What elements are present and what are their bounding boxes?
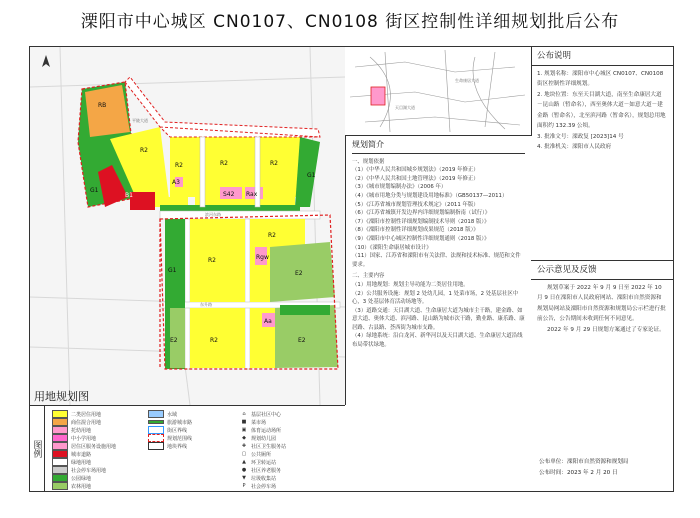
legend-item: P 社会停车场 (240, 482, 276, 490)
zone-label-aa: Aa (264, 318, 272, 325)
basis-item: （2）《中华人民共和国土地管理法》（2019 年修正） (352, 175, 479, 182)
legend-item: 规划范围线 (148, 434, 192, 442)
page-title: 溧阳市中心城区 CN0107、CN0108 街区控制性详细规划批后公布 (80, 12, 620, 32)
toilet-icon: ▢ (241, 451, 247, 457)
legend-swatch (52, 434, 68, 442)
publisher-value: 溧阳市自然资源和规划局 (566, 459, 629, 465)
feedback-heading: 公示意见及反馈 (531, 261, 673, 280)
legend-swatch (148, 420, 164, 424)
legend-item: ■ 菜市场 (241, 419, 267, 426)
zone-label-g1-b: G1 (307, 172, 316, 179)
map-label: 用地规划图 (34, 390, 89, 403)
feedback-paragraph: 规划草案于 2022 年 9 月 9 日至 2022 年 10 月 9 日在溧阳市人民政府网站、溧阳市自然资源和规划局网站及溧阳市自然资源和规划局公示栏进行批前公告，公告期间未收到任何不同意见。 (537, 284, 666, 322)
legend-swatch (148, 410, 164, 418)
parking-icon: P (242, 483, 246, 489)
date-value: 2023 年 2 月 20 日 (566, 470, 618, 476)
legend-item: ▣ 体育运动场所 (241, 427, 282, 434)
land-use-map-svg (30, 47, 345, 405)
zone-label-b1: B1 (125, 192, 133, 199)
basis-item: （11）国家、江苏省和溧阳市有关法律、法规和技术标准、规范和文件要求。 (352, 253, 521, 268)
basis-item: （1）《中华人民共和国城乡规划法》（2019 年修正） (352, 167, 479, 174)
legend-item: ◆ 规划幼儿园 (240, 434, 276, 442)
legend-swatch (148, 426, 164, 434)
location-highlight (371, 87, 385, 105)
feedback-paragraph: 2022 年 9 月 29 日规划方案通过了专家论证。 (547, 326, 665, 333)
legend-swatch (52, 474, 68, 482)
legend-item: 地块界线 (148, 442, 187, 450)
road-label-1: 平陵大道 (132, 118, 148, 123)
kindergarten-icon: ◆ (242, 435, 246, 441)
notice-heading: 公布说明 (531, 47, 673, 66)
legend-swatch (52, 466, 68, 474)
legend-item: 绿地用地 (52, 458, 91, 466)
zone-label-e2-a: E2 (295, 270, 303, 277)
green-strip-mid (160, 205, 300, 211)
basis-item: （4）《城市用地分类与规划建设用地标准》（GB50137—2011） (352, 192, 508, 199)
legend-swatch (148, 442, 164, 450)
road-label-2: 滨河东路 (205, 212, 221, 217)
content-heading: 规划简介 (352, 141, 525, 154)
zone-label-g1-a: G1 (90, 187, 99, 194)
notice-item: 1. 规划名称：溧阳市中心城区 CN0107、CN0108 街区控制性详细规划。 (537, 70, 664, 87)
notice-item: 2. 地块位置：东至天目湖大道，南至生命康居大道－昆山路（暂命名），西至奥体大道－如意大道－建金路（暂命名），北至滨河路（暂命名），规划总用地面积约 132.39 公顷。 (537, 91, 666, 129)
zone-label-r2-f: R2 (268, 232, 276, 239)
legend-item: 居住区服务设施用地 (52, 442, 116, 450)
road-mid (160, 211, 320, 219)
right-column (531, 47, 673, 491)
footer (531, 457, 673, 479)
notice-item: 4. 批准机关：溧阳市人民政府 (537, 144, 612, 150)
basis-item: （10）《溧阳生命康居城市设计》 (352, 244, 432, 251)
main-item: （3）道路交通：天目湖大道、生命康居大道为城市主干路，建金路、如意大道、奥体大道、滨河路、昆山路为城市次干路，勤业路、康乐路、康居路、古县路、荟西街为城市支路。 (352, 307, 525, 331)
legend-swatch (52, 418, 68, 426)
zone-label-r2-b: R2 (175, 162, 183, 169)
feedback-section (531, 260, 673, 338)
feedback-body (531, 280, 673, 339)
legend-item: 公园绿地 (52, 474, 91, 482)
main-item: （1）用地规划：规划主导功能为二类居住用地。 (352, 281, 469, 288)
location-map-svg (345, 47, 531, 135)
legend-item: ▼ 垃圾收集站 (240, 474, 276, 482)
main-item: （2）公共服务设施：规划 2 处幼儿园，1 处菜市场，2 处基层社区中心，3 处基层体育活动场地等。 (352, 290, 519, 306)
zone-label-rax: Rax (246, 191, 258, 198)
elderly-care-icon: ● (241, 467, 247, 473)
road-n-v1 (200, 137, 205, 207)
b1-plot-2 (130, 192, 155, 210)
notice-item: 3. 批准文号：溧政复 [2023]14 号 (537, 133, 624, 140)
legend-item: ✚ 社区卫生服务站 (241, 443, 287, 450)
legend-swatch (52, 458, 68, 466)
basis-item: （8）《溧阳市控制性详细规划成果规范（2018 版）》 (352, 227, 479, 234)
legend-item: ▲ 环卫转运站 (240, 458, 276, 466)
road-label-3: 东升路 (200, 302, 212, 307)
zone-label-r2-c: R2 (220, 160, 228, 167)
zone-label-s42: S42 (223, 191, 235, 198)
legend-item: 城市道路 (52, 450, 91, 458)
sports-icon: ▣ (241, 427, 247, 433)
zone-label-rgw: Rgw (256, 254, 269, 261)
legend-item: 旅游城市路 (148, 418, 192, 426)
legend-item: ⌂ 基层社区中心 (240, 410, 281, 418)
legend-swatch (52, 482, 68, 490)
road-s-v2 (245, 219, 250, 369)
road-s-v1 (185, 219, 190, 369)
market-icon: ■ (241, 419, 247, 425)
legend-item: 农林用地 (52, 482, 91, 490)
basis-heading: 一、规划依据 (352, 158, 385, 165)
basis-item: （6）《江苏省城镇开发边界内详细规划编制指南（试行）》 (352, 210, 491, 217)
zone-label-r2-d: R2 (270, 160, 278, 167)
publisher-row (539, 457, 673, 468)
r2-plot-s3 (250, 259, 270, 302)
legend-item: ▢ 公共厕所 (241, 451, 272, 458)
community-center-icon: ⌂ (242, 411, 246, 417)
legend-swatch (52, 442, 68, 450)
legend-swatch (52, 426, 68, 434)
garbage-icon: ▼ (242, 475, 246, 481)
transfer-station-icon: ▲ (242, 459, 246, 465)
legend-swatch (52, 450, 68, 458)
planning-content (346, 136, 531, 350)
basis-item: （7）《溧阳市控制性详细规划编制技术导则（2018 版）》 (352, 218, 490, 225)
zone-label-e2-c: E2 (298, 337, 306, 344)
legend-item: 二类居住用地 (52, 410, 101, 418)
zone-label-g1-c: G1 (168, 267, 177, 274)
date-row (539, 468, 673, 479)
location-map[interactable] (345, 47, 532, 136)
r2-plot-n2 (205, 137, 255, 187)
publisher-label: 公布单位： (539, 459, 567, 465)
green-strip-s (280, 305, 330, 315)
zone-label-e2-b: E2 (170, 337, 178, 344)
zone-label-rb: RB (98, 102, 107, 109)
legend-title: 图例 (30, 406, 45, 492)
legend-item: 中小学用地 (52, 434, 96, 442)
locmap-label-1: 天目湖大道 (395, 105, 415, 110)
r2-plot-s1 (190, 219, 245, 302)
locmap-label-2: 生命康居大道 (455, 78, 479, 83)
legend-item: 水域 (148, 410, 177, 418)
legend-item: 社会停车场用地 (52, 466, 106, 474)
legend-item: 托幼用地 (52, 426, 91, 434)
zone-label-r2-e: R2 (208, 257, 216, 264)
clinic-icon: ✚ (241, 443, 247, 449)
legend-item: ● 社区养老服务 (241, 467, 282, 474)
basis-item: （9）《溧阳市中心城区控制性详细规划通则（2018 版）》 (352, 235, 490, 242)
rb-plot (85, 85, 130, 137)
date-label: 公布时间： (539, 470, 567, 476)
main-heading: 二、主要内容 (352, 273, 385, 280)
legend-swatch (148, 434, 164, 442)
legend-item: 商住混合用地 (52, 418, 101, 426)
basis-item: （3）《城市规划编制办法》（2006 年） (352, 184, 447, 191)
legend (30, 405, 345, 492)
zone-label-a3: A3 (172, 179, 180, 186)
zone-label-r2-a: R2 (140, 147, 148, 154)
notice-body (531, 66, 673, 156)
land-use-map[interactable] (30, 47, 346, 405)
legend-item: 街区界线 (148, 426, 187, 434)
main-item: （4）绿地系统：沿白龙河、新华河以及天目湖大道、生命康居大道沿线布局带状绿地。 (352, 333, 523, 349)
zone-label-r2-g: R2 (210, 337, 218, 344)
legend-swatch (52, 410, 68, 418)
basis-item: （5）《江苏省城市规划管理技术规定》（2011 年版） (352, 201, 479, 208)
